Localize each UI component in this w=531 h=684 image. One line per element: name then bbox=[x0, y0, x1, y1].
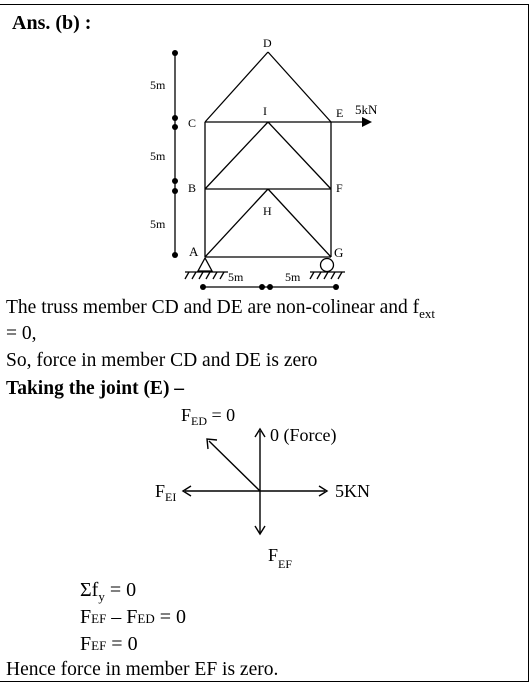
member-hg bbox=[268, 189, 331, 257]
fbd-arrows bbox=[185, 431, 325, 533]
answer-heading: Ans. (b) : bbox=[12, 12, 92, 34]
fbd-load-label: 5KN bbox=[335, 481, 370, 501]
dimension-dot bbox=[200, 284, 206, 290]
joint-b-label: B bbox=[188, 181, 197, 195]
dim-label-bottom: 5m bbox=[150, 217, 166, 231]
joint-h-label: H bbox=[263, 204, 272, 218]
load-label: 5kN bbox=[355, 102, 378, 117]
equation-fef-zero: FEF = 0 bbox=[80, 633, 138, 655]
member-cd bbox=[205, 52, 268, 122]
joint-heading: Taking the joint (E) – bbox=[6, 378, 185, 399]
dimension-dot bbox=[172, 188, 178, 194]
joint-i-label: I bbox=[263, 104, 267, 118]
joint-f-label: F bbox=[336, 181, 343, 195]
dimension-dot bbox=[172, 178, 178, 184]
statement-line-2: = 0, bbox=[6, 323, 37, 344]
dim-label-top: 5m bbox=[150, 78, 166, 92]
dimension-dot bbox=[172, 252, 178, 258]
fed-label: $F_{ED} = 0$ bbox=[181, 405, 236, 428]
conclusion-line: Hence force in member EF is zero. bbox=[6, 659, 279, 680]
zero-force-label: 0 (Force) bbox=[270, 425, 337, 445]
dimension-dot bbox=[172, 50, 178, 56]
member-de bbox=[268, 52, 331, 122]
dim-label-mid: 5m bbox=[150, 149, 166, 163]
member-ah bbox=[205, 189, 268, 257]
dimension-dot bbox=[259, 284, 265, 290]
member-if bbox=[268, 122, 331, 189]
equation-fef-fed: FEF – FED = 0 bbox=[80, 606, 187, 628]
statement-line-3: So, force in member CD and DE is zero bbox=[6, 350, 318, 371]
joint-e-label: E bbox=[336, 106, 344, 120]
statement-line-1: The truss member CD and DE are non-colinear and $f_{ext}$ bbox=[6, 297, 436, 321]
dimension-dot bbox=[172, 115, 178, 121]
joint-g-label: G bbox=[334, 245, 344, 260]
dimension-dot bbox=[172, 124, 178, 130]
member-bi bbox=[205, 122, 268, 189]
fei-label: $F_{EI}$ bbox=[155, 481, 177, 504]
fef-label: $F_{EF}$ bbox=[268, 545, 293, 571]
roller-support bbox=[310, 259, 345, 280]
pin-support bbox=[185, 258, 228, 279]
dimension-dot bbox=[267, 284, 273, 290]
joint-c-label: C bbox=[188, 116, 197, 130]
dim-label-right: 5m bbox=[285, 270, 301, 284]
truss-members bbox=[205, 52, 331, 257]
dimension-dot bbox=[333, 284, 339, 290]
joint-d-label: D bbox=[263, 36, 272, 50]
load-arrow-head bbox=[362, 117, 372, 127]
dim-label-left: 5m bbox=[228, 270, 244, 284]
fbd-diagonal-arrow bbox=[209, 441, 260, 491]
joint-a-label: A bbox=[189, 244, 199, 259]
equation-sum-fy: $\Sigma f_y = 0$ bbox=[80, 579, 137, 604]
